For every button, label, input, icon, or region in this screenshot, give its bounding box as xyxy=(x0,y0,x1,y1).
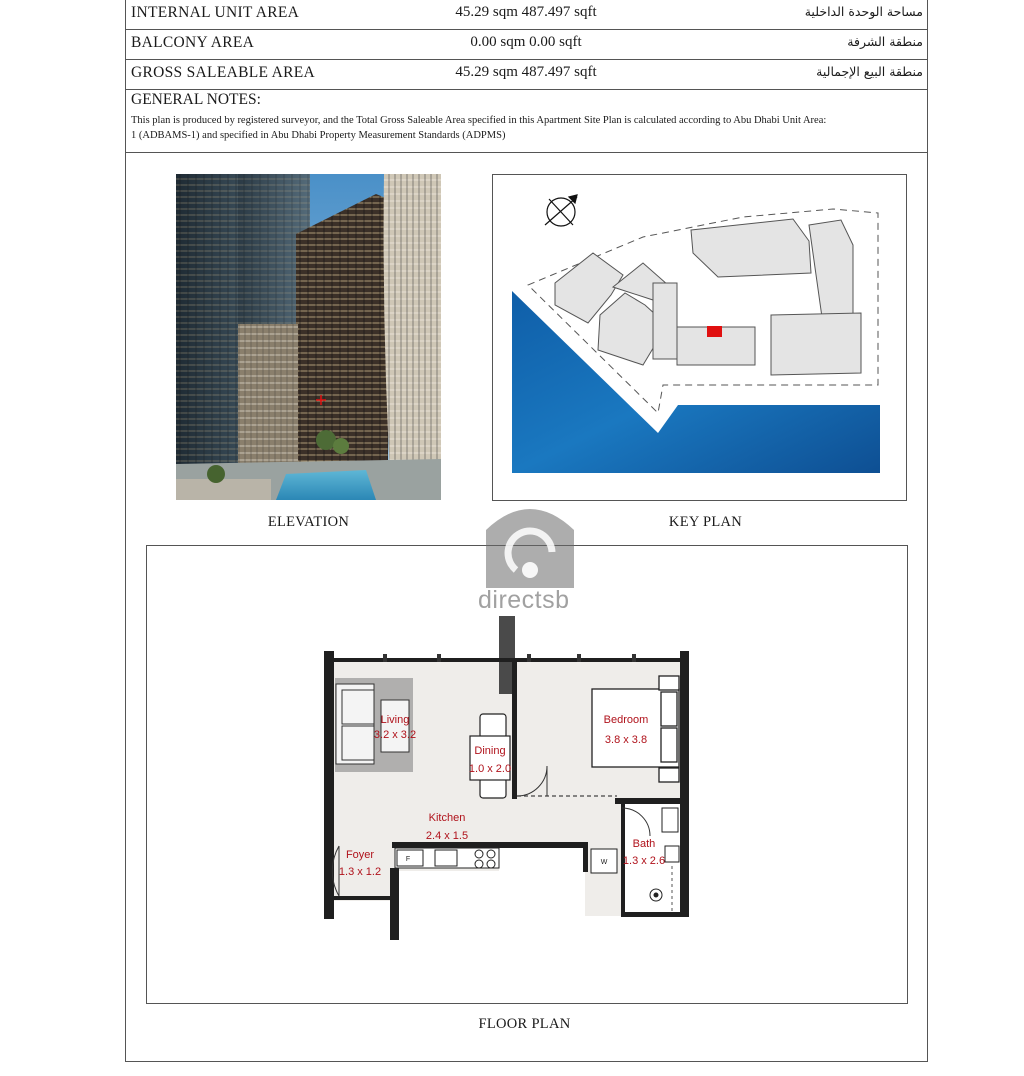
notes-line-1: This plan is produced by registered surveyor, and the Total Gross Saleable Area specified in this Apartment Site Plan is calculated according to Abu Dhabi Unit Area: xyxy=(131,115,827,126)
room-name-bedroom: Bedroom xyxy=(603,714,649,726)
unit-location-marker xyxy=(707,326,722,337)
area-label: BALCONY AREA xyxy=(131,34,255,51)
watermark-text: directsb xyxy=(478,586,570,614)
area-label: GROSS SALEABLE AREA xyxy=(131,64,315,81)
fridge-label: F xyxy=(405,856,411,863)
key-plan-box xyxy=(492,174,907,501)
area-label-arabic: منطقة الشرفة xyxy=(847,34,923,49)
watermark-logo-icon xyxy=(486,500,574,588)
washer-label: W xyxy=(600,859,608,866)
room-name-living: Living xyxy=(380,714,410,726)
room-size-living: 3.2 x 3.2 xyxy=(373,729,417,741)
elevation-illustration xyxy=(176,174,441,500)
area-label-arabic: مساحة الوحدة الداخلية xyxy=(804,4,923,19)
room-size-foyer: 1.3 x 1.2 xyxy=(338,866,382,878)
room-size-kitchen: 2.4 x 1.5 xyxy=(425,830,469,842)
area-value: 0.00 sqm 0.00 sqft xyxy=(470,34,582,50)
room-name-foyer: Foyer xyxy=(345,849,375,861)
room-size-bath: 1.3 x 2.6 xyxy=(622,855,666,867)
floor-plan-caption: FLOOR PLAN xyxy=(478,1016,571,1032)
area-row-internal xyxy=(126,0,927,30)
area-row-gross xyxy=(126,60,927,90)
area-label-arabic: منطقة البيع الإجمالية xyxy=(816,64,923,79)
area-value: 45.29 sqm 487.497 sqft xyxy=(455,4,597,20)
room-size-dining: 1.0 x 2.0 xyxy=(468,763,512,775)
notes-title: GENERAL NOTES: xyxy=(131,91,261,108)
elevation-caption: ELEVATION xyxy=(267,514,350,530)
area-row-balcony xyxy=(126,30,927,60)
area-value: 45.29 sqm 487.497 sqft xyxy=(455,64,597,80)
room-name-dining: Dining xyxy=(474,745,506,757)
room-size-bedroom: 3.8 x 3.8 xyxy=(604,734,648,746)
general-notes xyxy=(126,90,927,153)
notes-body xyxy=(131,113,901,143)
room-name-bath: Bath xyxy=(632,838,656,850)
elevation-image xyxy=(176,174,441,500)
key-plan-map xyxy=(493,175,906,500)
room-name-kitchen: Kitchen xyxy=(428,812,466,824)
key-plan-caption: KEY PLAN xyxy=(668,514,743,530)
area-label: INTERNAL UNIT AREA xyxy=(131,4,300,21)
notes-line-2: 1 (ADBAMS-1) and specified in Abu Dhabi Property Measurement Standards (ADPMS) xyxy=(131,130,506,141)
north-arrow-icon xyxy=(545,195,577,226)
